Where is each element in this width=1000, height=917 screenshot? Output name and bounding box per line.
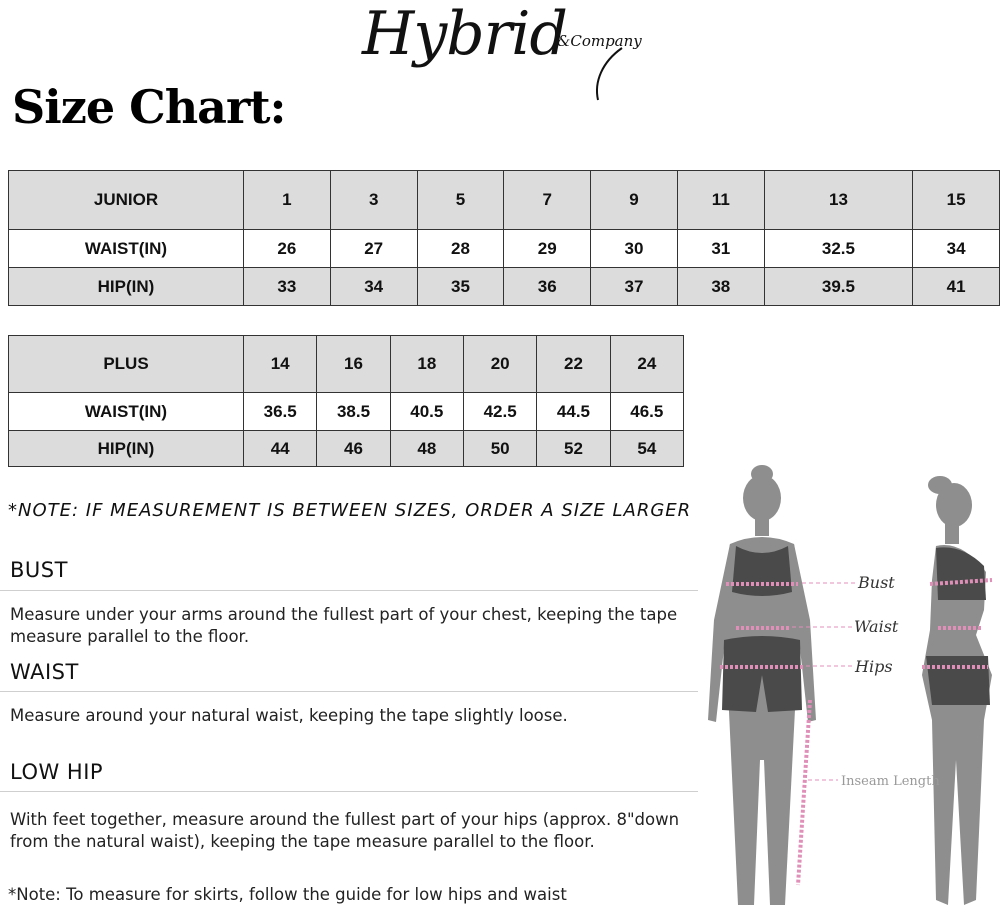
table-cell: 46	[317, 431, 390, 467]
table-cell: 52	[537, 431, 610, 467]
bust-heading: BUST	[10, 558, 68, 582]
bust-label: Bust	[858, 573, 895, 592]
table-cell: 38.5	[317, 393, 390, 431]
table-row	[9, 171, 1000, 230]
table-cell: 29	[504, 230, 591, 268]
low-hip-heading: LOW HIP	[10, 760, 104, 784]
table-cell: 39.5	[764, 268, 913, 306]
table-cell: 14	[244, 336, 317, 393]
divider	[0, 791, 698, 792]
table-cell: 40.5	[390, 393, 463, 431]
plus-size-table	[8, 335, 684, 467]
table-cell: 54	[610, 431, 683, 467]
divider	[0, 691, 698, 692]
table-cell: 30	[591, 230, 678, 268]
table-cell: 13	[764, 171, 913, 230]
front-figure	[708, 465, 816, 905]
table-cell: 11	[677, 171, 764, 230]
divider	[0, 590, 698, 591]
table-cell: 22	[537, 336, 610, 393]
table-cell: JUNIOR	[9, 171, 244, 230]
table-cell: 36.5	[244, 393, 317, 431]
table-cell: 37	[591, 268, 678, 306]
table-cell: 15	[913, 171, 1000, 230]
table-cell: 42.5	[463, 393, 536, 431]
table-cell: 9	[591, 171, 678, 230]
junior-size-table	[8, 170, 1000, 306]
brand-suffix: &Company	[557, 32, 642, 50]
table-cell: 24	[610, 336, 683, 393]
table-cell: 38	[677, 268, 764, 306]
table-row	[9, 336, 684, 393]
table-cell: 3	[330, 171, 417, 230]
table-cell: 18	[390, 336, 463, 393]
table-cell: 44.5	[537, 393, 610, 431]
table-cell: PLUS	[9, 336, 244, 393]
table-cell: HIP(IN)	[9, 431, 244, 467]
table-cell: 35	[417, 268, 504, 306]
table-cell: 1	[244, 171, 331, 230]
table-cell: 7	[504, 171, 591, 230]
table-cell: 32.5	[764, 230, 913, 268]
table-cell: 33	[244, 268, 331, 306]
waist-instructions: Measure around your natural waist, keeping the tape slightly loose.	[10, 706, 568, 725]
table-cell: 44	[244, 431, 317, 467]
body-measurement-figure	[700, 460, 1000, 917]
side-figure	[922, 476, 992, 905]
table-cell: 41	[913, 268, 1000, 306]
sizing-note: *NOTE: IF MEASUREMENT IS BETWEEN SIZES, ORDER A SIZE LARGER	[8, 500, 692, 521]
table-row	[9, 268, 1000, 306]
hips-label: Hips	[855, 657, 893, 676]
brand-logo	[362, 2, 662, 102]
table-cell: 46.5	[610, 393, 683, 431]
table-row	[9, 230, 1000, 268]
table-cell: 36	[504, 268, 591, 306]
low-hip-instructions: With feet together, measure around the fullest part of your hips (approx. 8"down from the natural waist), keeping the tape measure parallel to the floor.	[10, 810, 680, 851]
table-cell: 26	[244, 230, 331, 268]
inseam-label: Inseam Length	[841, 774, 940, 789]
skirt-note: *Note: To measure for skirts, follow the guide for low hips and waist	[8, 885, 567, 904]
logo-swash-icon	[592, 42, 632, 104]
table-cell: 34	[330, 268, 417, 306]
bust-instructions: Measure under your arms around the fullest part of your chest, keeping the tape measure parallel to the floor.	[10, 605, 678, 646]
table-cell: 28	[417, 230, 504, 268]
table-row	[9, 393, 684, 431]
waist-heading: WAIST	[10, 660, 79, 684]
page-title: Size Chart:	[12, 80, 286, 134]
table-cell: 16	[317, 336, 390, 393]
table-cell: 31	[677, 230, 764, 268]
brand-name: Hybrid	[362, 0, 567, 69]
table-cell: WAIST(IN)	[9, 230, 244, 268]
table-cell: WAIST(IN)	[9, 393, 244, 431]
table-cell: 27	[330, 230, 417, 268]
table-cell: HIP(IN)	[9, 268, 244, 306]
table-cell: 34	[913, 230, 1000, 268]
table-cell: 48	[390, 431, 463, 467]
table-cell: 5	[417, 171, 504, 230]
table-row	[9, 431, 684, 467]
table-cell: 50	[463, 431, 536, 467]
waist-label: Waist	[854, 617, 899, 636]
table-cell: 20	[463, 336, 536, 393]
